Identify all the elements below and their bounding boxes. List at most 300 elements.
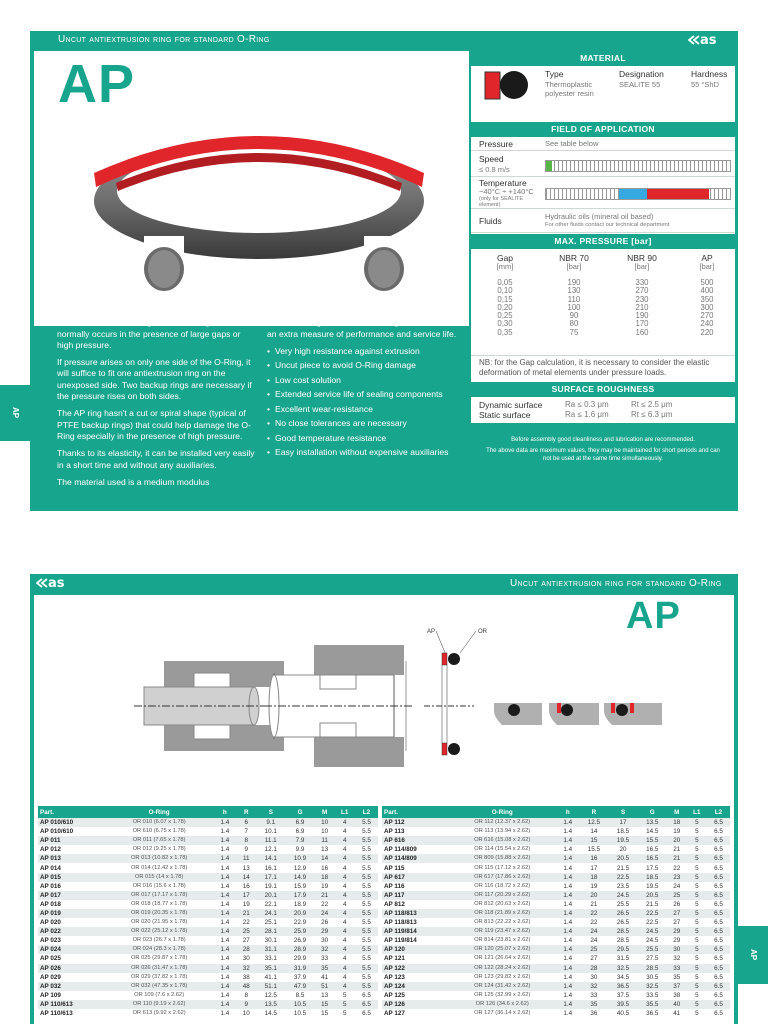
column-header: G [638, 806, 667, 818]
gap-note: NB: for the Gap calculation, it is necessary to consider the elastic deformation of metal elements under pressure loads. [471, 355, 735, 382]
dimension-cell: 23 [667, 873, 687, 882]
dimension-cell: 26.9 [293, 937, 307, 945]
part-number: AP 812 [384, 900, 405, 908]
dimension-cell: 1.4 [220, 882, 230, 890]
dimension-cell: 26 [321, 919, 329, 927]
column-header: h [213, 806, 236, 818]
dimension-cell: 31.1 [256, 945, 285, 954]
dimension-cell: 37 [667, 982, 687, 991]
dimension-cell: 14 [236, 873, 256, 882]
static-rt: Rt ≤ 6.3 μm [631, 410, 673, 419]
temperature-scale [545, 188, 731, 200]
dimension-cell: 6.5 [707, 927, 730, 936]
dimension-cell: 10 [321, 828, 329, 836]
column-header: h [556, 806, 579, 818]
oring-size: OR 122 (28.24 x 2.62) [448, 964, 556, 973]
dimension-cell: 24.5 [608, 891, 637, 900]
dimension-cell: 32 [673, 955, 681, 963]
dimension-cell: 22 [321, 900, 329, 908]
column-header: L2 [707, 806, 730, 818]
fluids-note: For other fluids contact our technical department [545, 222, 670, 228]
dimension-cell: 4 [342, 937, 347, 945]
product-image-panel [34, 51, 469, 326]
dimension-cell: 17 [590, 864, 598, 872]
pressure-value: 300 [700, 302, 714, 312]
dimension-cell: 20.5 [638, 891, 667, 900]
dimension-cell: 16.5 [638, 854, 667, 863]
table-row [38, 863, 378, 872]
dimension-cell: 24.5 [638, 927, 667, 936]
dimension-cell: 6.5 [707, 1000, 730, 1009]
dimension-cell: 4 [342, 864, 347, 872]
dimension-cell: 5.5 [355, 927, 378, 936]
fluids-label: Fluids [479, 216, 502, 226]
dimension-cell: 32 [236, 964, 256, 973]
dimension-cell: 5 [695, 1010, 699, 1018]
dimension-cell: 1.4 [213, 836, 236, 845]
dimension-cell: 19 [242, 900, 250, 908]
logo-arrows-icon [688, 35, 700, 45]
dimension-cell: 15 [315, 1000, 335, 1009]
dimension-cell: 37.5 [616, 991, 630, 999]
fluids-value: Hydraulic oils (mineral oil based) [545, 212, 654, 221]
dimension-cell: 34.5 [616, 973, 630, 981]
dimension-cell: 5.5 [355, 873, 378, 882]
oring-size: OR 019 (20.35 x 1.78) [105, 909, 214, 918]
oring-size: OR 610 (6.75 x 1.78) [132, 828, 186, 835]
dimension-cell: 15.5 [638, 836, 667, 845]
part-number: AP 017 [38, 891, 105, 900]
dimension-cell: 22.5 [638, 909, 667, 918]
oring-size: OR 029 (37.82 x 1.78) [130, 973, 188, 980]
feature-list [267, 346, 467, 459]
part-number: AP 617 [382, 873, 448, 882]
table-row [382, 863, 730, 872]
column-header: Part. [382, 806, 448, 818]
oring-size: OR 012 (9.25 x 1.78) [132, 846, 186, 853]
feature-item: • Easy installation without expensive auxiliaries [267, 447, 467, 458]
dimension-cell: 6.5 [714, 1010, 723, 1018]
pressure-value: 0,20 [497, 302, 513, 312]
spec-panel [471, 51, 735, 423]
dimension-cell: 32 [579, 982, 608, 991]
dimension-cell: 1.4 [220, 864, 230, 872]
side-tab-page-1 [0, 385, 30, 441]
dimension-cell: 12.1 [264, 846, 277, 854]
dimension-cell: 41.1 [264, 973, 277, 981]
dimension-cell: 16 [321, 864, 329, 872]
dimension-cell: 1.4 [563, 973, 573, 981]
dimension-cell: 24.1 [256, 909, 285, 918]
table-row [38, 818, 378, 827]
dimension-cell: 24.5 [646, 937, 659, 945]
part-number: AP 032 [38, 982, 105, 991]
description-paragraph: The AP ring hasn't a cut or spiral shape (typical of PTFE backup rings) that could help damage the O-Ring especially in the presence of high pressure. [57, 408, 251, 441]
dimension-cell: 29 [315, 927, 335, 936]
dimension-cell: 5.5 [362, 919, 371, 927]
dimension-cell: 4 [342, 900, 347, 908]
material-heading: MATERIAL [471, 51, 735, 66]
speed-range-fill [546, 161, 552, 171]
column-header: M [315, 806, 335, 818]
dimension-cell: 40.5 [616, 1010, 630, 1018]
oring-size: OR 613 (9.92 x 2.62) [132, 1010, 186, 1017]
dimension-cell: 9 [244, 846, 248, 854]
dimension-cell: 1.4 [220, 900, 230, 908]
part-number: AP 026 [38, 964, 105, 973]
pressure-value: 270 [635, 286, 649, 296]
dimension-cell: 33 [590, 991, 598, 999]
dimension-cell: 19 [321, 882, 329, 890]
dimension-cell: 27 [242, 937, 250, 945]
dimension-cell: 10.5 [293, 1010, 307, 1018]
part-number: AP 010/610 [40, 828, 74, 836]
description-paragraph: thermoplastic polyester resin, mainly used in the manufacturing of antiextrusion rings, that ensures an extra measure of performance and service life. [267, 306, 457, 339]
dimension-cell: 5.5 [362, 864, 371, 872]
dimension-cell: 1.4 [556, 891, 579, 900]
oring-size: OR 010 (6.07 x 1.78) [105, 818, 214, 827]
oring-size: OR 124 (31.42 x 2.62) [448, 982, 556, 991]
dimension-cell: 14.5 [264, 1010, 277, 1018]
oring-size: OR 022 (25.12 x 1.78) [105, 927, 214, 936]
dimension-cell: 25.9 [285, 927, 314, 936]
part-number: AP 011 [38, 836, 105, 845]
table-row [38, 891, 378, 900]
oring-size: OR 032 (47.35 x 1.78) [105, 982, 214, 991]
dimension-cell: 26.5 [608, 909, 637, 918]
dimension-cell: 8 [236, 836, 256, 845]
pressure-value: 0,35 [497, 327, 513, 337]
dimension-cell: 30 [590, 973, 598, 981]
oring-size: OR 126 (34.6 x 2.62) [448, 1000, 556, 1009]
dimension-cell: 4 [335, 909, 355, 918]
part-number: AP 115 [384, 864, 405, 872]
dimension-cell: 5 [687, 818, 707, 827]
column-header: Part. [38, 806, 105, 818]
table-row [38, 873, 378, 882]
dimension-cell: 1.4 [556, 927, 579, 936]
part-number: AP 127 [384, 1010, 405, 1018]
col-unit-gap: [mm] [496, 262, 514, 271]
parts-table-right [382, 806, 730, 1018]
description-paragraph: The function of ring type Aston Seals AP is to avoid the extrusion and damage of the O-Ring that normally occurs in the presence of large gaps or high pressure. [57, 306, 252, 350]
dimension-cell: 6.5 [707, 945, 730, 954]
table-row [382, 873, 730, 882]
side-tab-label: AP [11, 407, 20, 419]
dimension-cell: 32.5 [608, 964, 637, 973]
dimension-cell: 5.5 [362, 882, 371, 890]
dimension-cell: 4 [335, 873, 355, 882]
table-row [382, 982, 730, 991]
dimension-cell: 51 [315, 982, 335, 991]
table-row [382, 827, 730, 836]
pressure-value: 0,10 [497, 286, 513, 296]
parts-table-left [38, 806, 378, 1018]
brand-logo: as [688, 33, 717, 48]
type-value: Thermoplastic polyester resin [545, 80, 594, 98]
dimension-cell: 6.9 [295, 828, 305, 836]
dimension-cell: 6 [236, 818, 256, 827]
pressure-value: 190 [567, 278, 581, 287]
pressure-row [471, 137, 735, 151]
dimension-cell: 1.4 [563, 937, 573, 945]
dimension-cell: 6.5 [714, 937, 723, 945]
feature-item: • Very high resistance against extrusion [267, 346, 467, 357]
dimension-cell: 6.5 [714, 846, 723, 854]
dimension-cell: 5 [342, 1010, 347, 1018]
dimension-cell: 14.5 [646, 828, 659, 836]
table-row [382, 954, 730, 963]
speed-label: Speed [479, 154, 504, 164]
pressure-value: 220 [700, 327, 714, 337]
description-column-1 [57, 306, 257, 494]
dimension-cell: 1.4 [220, 973, 230, 981]
dimension-cell: 26 [673, 900, 681, 908]
dimension-cell: 5 [687, 873, 707, 882]
feature-item: • Uncut piece to avoid O-Ring damage [267, 360, 467, 371]
side-tab-label: AP [749, 949, 758, 961]
table-row [38, 845, 378, 854]
dimension-cell: 22.5 [608, 873, 637, 882]
fluids-row [471, 209, 735, 233]
oring-size: OR 013 (10.82 x 1.78) [105, 854, 214, 863]
table-row [38, 1000, 378, 1009]
dimension-cell: 19 [590, 882, 598, 890]
table-header-row [382, 806, 730, 818]
svg-text:AP: AP [427, 629, 436, 635]
dimension-cell: 33.5 [646, 991, 659, 999]
dimension-cell: 5 [695, 846, 699, 854]
feature-item: • No close tolerances are necessary [267, 418, 467, 429]
dimension-cell: 33 [321, 955, 329, 963]
dimension-cell: 6.9 [285, 818, 314, 827]
dimension-cell: 1.4 [563, 955, 573, 963]
dimension-cell: 5 [695, 919, 699, 927]
dimension-cell: 32.5 [638, 982, 667, 991]
dimension-cell: 5 [695, 937, 699, 945]
table-row [382, 854, 730, 863]
part-number: AP 110/613 [38, 1000, 105, 1009]
dimension-cell: 6.5 [707, 854, 730, 863]
dimension-cell: 1.4 [213, 891, 236, 900]
dimension-cell: 14.1 [256, 854, 285, 863]
dimension-cell: 6.5 [707, 891, 730, 900]
dimension-cell: 20.1 [256, 891, 285, 900]
dimension-cell: 1.4 [220, 991, 230, 999]
dimension-cell: 30 [242, 955, 250, 963]
dimension-cell: 12.5 [264, 991, 277, 999]
dimension-cell: 4 [335, 964, 355, 973]
dimension-cell: 24 [590, 937, 598, 945]
dimension-cell: 13 [321, 991, 329, 999]
dimension-cell: 10.1 [264, 828, 277, 836]
dimension-cell: 5 [687, 836, 707, 845]
dimension-cell: 25 [667, 891, 687, 900]
dimension-cell: 28.5 [608, 927, 637, 936]
oring-size: OR 812 (20.63 x 2.62) [474, 900, 531, 907]
feature-item: • Excellent wear-resistance [267, 404, 467, 415]
pressure-value: 75 [569, 327, 579, 337]
temperature-row [471, 177, 735, 209]
part-number: AP 122 [382, 964, 448, 973]
part-number: AP 123 [384, 973, 405, 981]
dimension-cell: 1.4 [563, 900, 573, 908]
oring-size: OR 813 (22.22 x 2.62) [474, 919, 531, 926]
dimension-cell: 19.1 [264, 882, 277, 890]
dimension-cell: 1.4 [213, 982, 236, 991]
oring-size: OR 014 (12.42 x 1.78) [130, 864, 188, 871]
dimension-cell: 22.1 [264, 900, 277, 908]
dimension-cell: 35 [579, 1000, 608, 1009]
table-row [382, 918, 730, 927]
description-paragraph: If pressure arises on only one side of the O-Ring, it will suffice to fit one antiextrusion ring on the unexposed side. Two backup rings are necessary if the pressure rises on both sides. [57, 357, 252, 402]
field-heading: FIELD OF APPLICATION [471, 122, 735, 137]
header-title: Uncut antiextrusion ring for standard O-Ring [58, 34, 270, 45]
part-number: AP 015 [38, 873, 105, 882]
dimension-cell: 21 [590, 900, 598, 908]
dimension-cell: 17 [608, 818, 637, 827]
dimension-cell: 23.5 [616, 882, 630, 890]
dimension-cell: 27 [667, 909, 687, 918]
table-row [38, 945, 378, 954]
dimension-cell: 5 [695, 900, 699, 908]
dimension-cell: 5 [687, 909, 707, 918]
dimension-cell: 20.9 [285, 909, 314, 918]
nbr90-values [619, 279, 665, 337]
dimension-cell: 1.4 [220, 955, 230, 963]
dimension-cell: 1.4 [556, 1000, 579, 1009]
part-number: AP 016 [40, 882, 61, 890]
dimension-cell: 48 [236, 982, 256, 991]
temperature-hot-fill [647, 189, 709, 199]
dimension-cell: 21 [673, 846, 681, 854]
dimension-cell: 1.4 [556, 836, 579, 845]
assembly-note: Before assembly good cleanliness and lubrication are recommended. [471, 434, 735, 449]
pressure-table [471, 249, 735, 355]
dimension-cell: 9.1 [256, 818, 285, 827]
dimension-cell: 22.5 [646, 919, 659, 927]
dimension-cell: 5 [695, 828, 699, 836]
dimension-cell: 4 [342, 955, 347, 963]
dimension-cell: 30.1 [264, 937, 277, 945]
feature-item: • Low cost solution [267, 375, 467, 386]
dimension-cell: 5.5 [362, 955, 371, 963]
ap-values [685, 279, 729, 337]
dimension-cell: 28 [579, 964, 608, 973]
pressure-value: 500 [700, 278, 714, 287]
col-unit-ap: [bar] [699, 262, 715, 271]
dimension-cell: 30 [667, 945, 687, 954]
dimension-cell: 5.5 [362, 973, 371, 981]
dimension-cell: 16.5 [646, 846, 659, 854]
dimension-cell: 5.5 [355, 818, 378, 827]
dimension-cell: 1.4 [556, 818, 579, 827]
part-number: AP 119/814 [382, 927, 448, 936]
dimension-cell: 11.1 [256, 836, 285, 845]
part-number: AP 113 [384, 828, 405, 836]
table-row [38, 854, 378, 863]
dimension-cell: 4 [335, 982, 355, 991]
material-section [471, 66, 735, 122]
gap-values [485, 279, 525, 337]
oring-size: OR 125 (32.99 x 2.62) [474, 991, 531, 998]
dimension-cell: 12.5 [579, 818, 608, 827]
dimension-cell: 27 [673, 919, 681, 927]
dimension-cell: 24 [579, 927, 608, 936]
dimension-cell: 1.4 [213, 909, 236, 918]
dimension-cell: 5 [695, 882, 699, 890]
dimension-cell: 5.5 [355, 945, 378, 954]
pressure-value: 0,05 [497, 278, 513, 287]
dimension-cell: 1.4 [563, 882, 573, 890]
table-row [38, 900, 378, 909]
dimension-cell: 28.5 [616, 937, 630, 945]
dimension-cell: 5 [687, 1000, 707, 1009]
dimension-cell: 28.1 [256, 927, 285, 936]
dimension-cell: 25 [236, 927, 256, 936]
table-row [382, 991, 730, 1000]
dimension-cell: 5.5 [355, 854, 378, 863]
oring-size: OR 109 (7.6 x 2.62) [134, 991, 185, 998]
temperature-note: (only for SEALITE element) [479, 196, 524, 208]
dimension-cell: 13 [321, 846, 329, 854]
pressure-value: 80 [569, 319, 579, 329]
col-header-gap: Gap [496, 253, 514, 263]
dimension-cell: 21.5 [616, 864, 630, 872]
part-number: AP 125 [384, 991, 405, 999]
installation-drawing [124, 625, 684, 795]
oring-size: OR 110 (9.19 x 2.62) [105, 1000, 214, 1009]
dimension-cell: 6.5 [714, 973, 723, 981]
dimension-cell: 35.5 [638, 1000, 667, 1009]
table-row [38, 909, 378, 918]
dimension-cell: 16 [242, 882, 250, 890]
dimension-cell: 5.5 [362, 828, 371, 836]
dimension-cell: 1.4 [213, 927, 236, 936]
parts-panel [34, 595, 734, 1024]
maximum-values-note: The above data are maximum values, they may be maintained for short periods and can not be used at the same time simultaneously. [471, 446, 735, 465]
dynamic-ra: Ra ≤ 0.3 μm [565, 400, 609, 409]
table-header-row [38, 806, 378, 818]
dimension-cell: 24 [673, 882, 681, 890]
dimension-cell: 1.4 [213, 945, 236, 954]
oring-size: OR 015 (14 x 1.78) [105, 873, 214, 882]
dimension-cell: 47.9 [285, 982, 314, 991]
dimension-cell: 18.5 [616, 828, 630, 836]
dimension-cell: 5 [335, 1000, 355, 1009]
dimension-cell: 6.5 [714, 991, 723, 999]
dimension-cell: 20.5 [608, 854, 637, 863]
part-number: AP 117 [382, 891, 448, 900]
dimension-cell: 41 [673, 1010, 681, 1018]
description-paragraph: Thanks to its elasticity, it can be installed very easily in a short time and without any auxiliaries. [57, 448, 255, 470]
feature-item: • Extended service life of sealing components [267, 389, 467, 400]
part-number: AP 029 [40, 973, 61, 981]
part-number: AP 110/613 [40, 1010, 73, 1018]
table-row [38, 882, 378, 891]
part-number: AP 019 [38, 909, 105, 918]
dimension-cell: 26.5 [616, 919, 630, 927]
dimension-cell: 5 [695, 955, 699, 963]
dimension-cell: 22.9 [293, 919, 307, 927]
part-number: AP 118/813 [382, 909, 448, 918]
dimension-cell: 6.5 [714, 919, 723, 927]
oring-size: OR 023 (26.7 x 1.78) [132, 937, 186, 944]
dimension-cell: 14 [315, 854, 335, 863]
oring-size: OR 115 (17.12 x 2.62) [474, 864, 531, 871]
dimension-cell: 1.4 [563, 846, 573, 854]
pressure-label: Pressure [479, 139, 514, 149]
